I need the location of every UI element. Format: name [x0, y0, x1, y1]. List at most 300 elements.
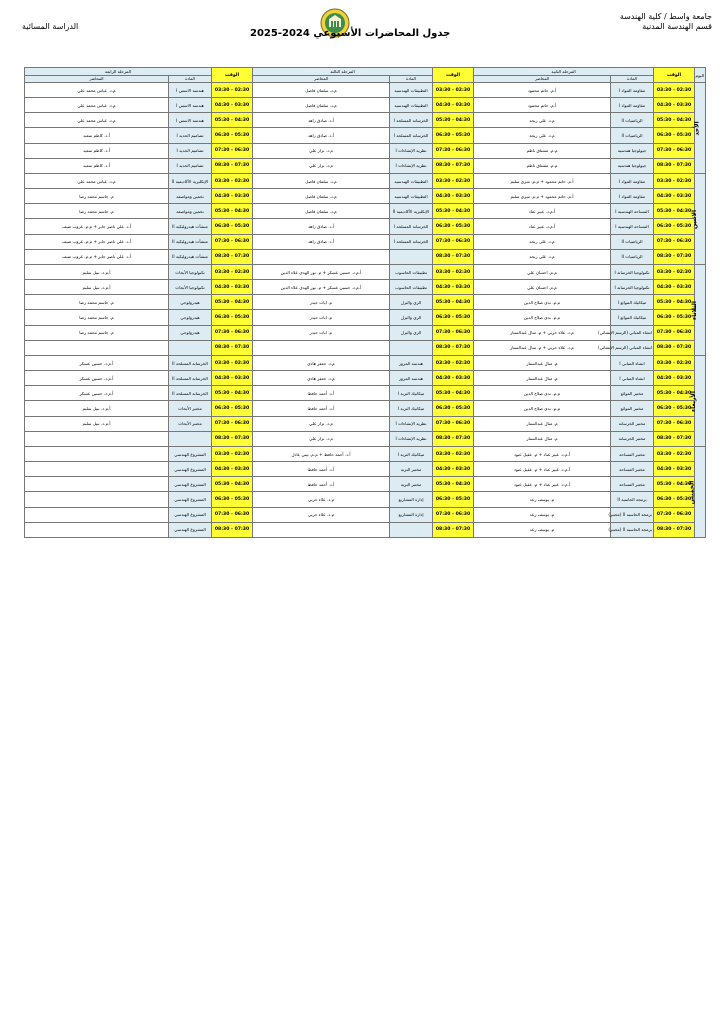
time-cell: 06:30 - 07:30: [654, 143, 695, 158]
lecturer-cell: م.د. سلمان فاضل: [253, 98, 390, 113]
subject-cell: الرياضيات II: [611, 249, 654, 264]
table-row: [25, 356, 706, 371]
time-cell: 03:30 - 04:30: [654, 462, 695, 477]
header-institution: [620, 12, 712, 32]
time-cell: 07:30 - 08:30: [654, 249, 695, 264]
lecturer-cell: أ.م.د. حسين عسكر + م. نور الهدى علاء الدين: [253, 265, 390, 280]
time-cell: 03:30 - 04:30: [212, 371, 253, 386]
subject-cell: الخرسانة المسلحة I: [390, 234, 433, 249]
subject-cell: الرياضيات II: [611, 113, 654, 128]
col-lecturer-header: المحاضر: [25, 75, 169, 83]
subject-cell: إدارة المشاريع: [390, 492, 433, 507]
subject-cell: المساحة الهندسية I: [611, 219, 654, 234]
subject-cell: ميكانيك التربة I: [390, 401, 433, 416]
time-cell: 06:30 - 07:30: [212, 507, 253, 522]
table-row: [25, 522, 706, 537]
header-row-stages: [25, 68, 706, 76]
table-row: [25, 310, 706, 325]
time-cell: 05:30 - 06:30: [212, 219, 253, 234]
time-cell: 07:30 - 08:30: [433, 431, 474, 446]
lecturer-cell: م.د. جعفر هادي: [253, 356, 390, 371]
schedule-table: [24, 67, 706, 538]
lecturer-cell: أ.د. أحمد حافظ + م.م. بيتي عادل: [253, 447, 390, 462]
time-cell: 02:30 - 03:30: [654, 447, 695, 462]
subject-cell: ميكانيك الموائع I: [611, 295, 654, 310]
subject-cell: منشآت هيدروليكية II: [169, 249, 212, 264]
lecturer-cell: أ.د. كاظم سعيد: [25, 158, 169, 173]
lecturer-cell: م. جاسم محمد رضا: [25, 325, 169, 340]
time-cell: 06:30 - 07:30: [212, 416, 253, 431]
subject-cell: مختبر التربة: [390, 477, 433, 492]
lecturer-cell: [25, 522, 169, 537]
lecturer-cell: م.د. علاء حربي + م. منال عبدالستار: [474, 325, 611, 340]
time-cell: 07:30 - 08:30: [433, 340, 474, 355]
department-name: قسم الهندسة المدنية: [642, 22, 712, 31]
table-row: [25, 431, 706, 446]
lecturer-cell: أ.م.د. عبير عناد + م. عقيل عبود: [474, 477, 611, 492]
time-cell: 03:30 - 04:30: [654, 189, 695, 204]
lecturer-cell: أ.د. علي ناصر جابر + م.م. غروب ضيف: [25, 249, 169, 264]
lecturer-cell: أ.د. أحمد حافظ: [253, 386, 390, 401]
time-cell: 04:30 - 05:30: [433, 204, 474, 219]
lecturer-cell: م.د. سلمان فاضل: [253, 204, 390, 219]
subject-cell: تطبيقات الحاسوب: [390, 265, 433, 280]
time-cell: 07:30 - 08:30: [654, 431, 695, 446]
time-cell: 02:30 - 03:30: [212, 83, 253, 98]
lecturer-cell: أ.م.د. حسين عسكر: [25, 356, 169, 371]
lecturer-cell: م.د. عباس محمد علي: [25, 113, 169, 128]
title-text: جدول المحاضرات الأسبوعي: [313, 28, 451, 39]
lecturer-cell: [25, 492, 169, 507]
subject-cell: الخرسانة المسلحة I: [390, 219, 433, 234]
academic-year: 2024-2025: [250, 28, 310, 39]
subject-cell: مختبر المساحة: [611, 462, 654, 477]
stage-header: المرحلة الثالثة: [253, 68, 433, 76]
time-cell: 07:30 - 08:30: [212, 340, 253, 355]
time-cell: 05:30 - 06:30: [433, 492, 474, 507]
subject-cell: برمجة الحاسبة II: [611, 492, 654, 507]
subject-cell: المشروع الهندسي: [169, 462, 212, 477]
table-row: [25, 295, 706, 310]
time-cell: 03:30 - 04:30: [433, 371, 474, 386]
table-row: [25, 128, 706, 143]
lecturer-cell: م. جاسم محمد رضا: [25, 204, 169, 219]
subject-cell: برمجة الحاسبة II (مختبر): [611, 522, 654, 537]
lecturer-cell: م.د. علي ريحة: [474, 128, 611, 143]
lecturer-cell: أ.م.د. عبير عناد: [474, 219, 611, 234]
table-row: [25, 174, 706, 189]
time-cell: 03:30 - 04:30: [212, 189, 253, 204]
table-row: [25, 447, 706, 462]
lecturer-cell: م.د. سلمان فاضل: [253, 174, 390, 189]
col-subject-header: المادة: [169, 75, 212, 83]
subject-cell: هيدرولوجي: [169, 325, 212, 340]
lecturer-cell: م.م. ندى صلاح الدين: [474, 401, 611, 416]
lecturer-cell: م.م. احسان علي: [474, 280, 611, 295]
time-cell: 03:30 - 04:30: [654, 98, 695, 113]
time-cell: 05:30 - 06:30: [433, 310, 474, 325]
header-row-columns: [25, 75, 706, 83]
time-cell: 04:30 - 05:30: [433, 113, 474, 128]
stage-header: المرحلة الثانية: [474, 68, 654, 76]
subject-cell: إدارة المشاريع: [390, 507, 433, 522]
lecturer-cell: أ.د. أحمد حافظ: [253, 401, 390, 416]
lecturer-cell: [25, 431, 169, 446]
time-cell: 03:30 - 04:30: [433, 189, 474, 204]
table-row: [25, 416, 706, 431]
time-cell: 06:30 - 07:30: [433, 143, 474, 158]
time-cell: 06:30 - 07:30: [212, 234, 253, 249]
subject-cell: هيدرولوجي: [169, 310, 212, 325]
subject-cell: هندسة الاسس I: [169, 83, 212, 98]
time-cell: 04:30 - 05:30: [433, 295, 474, 310]
subject-cell: الخرسانة المسلحة I: [390, 113, 433, 128]
time-cell: 07:30 - 08:30: [212, 158, 253, 173]
lecturer-cell: أ.م.د. نبيل سليم: [25, 416, 169, 431]
table-row: [25, 219, 706, 234]
time-cell: 02:30 - 03:30: [433, 447, 474, 462]
day-cell: [690, 174, 706, 265]
time-cell: 04:30 - 05:30: [212, 113, 253, 128]
subject-cell: مختبر الموائع: [611, 386, 654, 401]
lecturer-cell: م.د. سلمان فاضل: [253, 189, 390, 204]
subject-cell: التطبيقات الهندسية: [390, 83, 433, 98]
lecturer-cell: م.د. عباس محمد علي: [25, 98, 169, 113]
time-cell: 07:30 - 08:30: [433, 522, 474, 537]
lecturer-cell: م. جاسم محمد رضا: [25, 295, 169, 310]
time-cell: 06:30 - 07:30: [433, 234, 474, 249]
lecturer-cell: أ.م.د. حسين عسكر: [25, 371, 169, 386]
time-cell: 04:30 - 05:30: [654, 113, 695, 128]
time-cell: 05:30 - 06:30: [654, 128, 695, 143]
subject-cell: المشروع الهندسي: [169, 447, 212, 462]
time-cell: 05:30 - 06:30: [654, 401, 695, 416]
lecturer-cell: م.د. علي ريحة: [474, 249, 611, 264]
time-cell: 02:30 - 03:30: [654, 356, 695, 371]
subject-cell: هندسة المرور: [390, 356, 433, 371]
subject-cell: مقاومة المواد I: [611, 174, 654, 189]
subject-cell: مختبر التربة: [390, 462, 433, 477]
lecturer-cell: م.م. مشتاق ناظم: [474, 143, 611, 158]
subject-cell: انشاء المباني I: [611, 371, 654, 386]
subject-cell: نظرية الإنشاءات I: [390, 416, 433, 431]
subject-cell: تكنولوجيا الخرسانة I: [611, 280, 654, 295]
subject-cell: هندسة الاسس I: [169, 113, 212, 128]
subject-cell: التطبيقات الهندسية: [390, 174, 433, 189]
time-cell: 05:30 - 06:30: [433, 219, 474, 234]
time-cell: 07:30 - 08:30: [212, 522, 253, 537]
table-row: [25, 234, 706, 249]
subject-cell: الخرسانة المسلحة II: [169, 356, 212, 371]
time-cell: 06:30 - 07:30: [654, 325, 695, 340]
subject-cell: ميكانيك التربة I: [390, 447, 433, 462]
col-subject-header: المادة: [390, 75, 433, 83]
time-cell: 05:30 - 06:30: [212, 128, 253, 143]
subject-cell: [169, 431, 212, 446]
subject-cell: مختبر الأبحاث: [169, 401, 212, 416]
lecturer-cell: م.م. ندى صلاح الدين: [474, 386, 611, 401]
time-cell: 02:30 - 03:30: [212, 265, 253, 280]
time-cell: 04:30 - 05:30: [212, 386, 253, 401]
time-cell: 07:30 - 08:30: [433, 249, 474, 264]
subject-cell: مقاومة المواد I: [611, 98, 654, 113]
col-day-header: اليوم: [695, 68, 706, 83]
day-name: الأحد: [693, 120, 701, 136]
subject-cell: الخرسانة المسلحة II: [169, 386, 212, 401]
subject-cell: انشاء المباني I: [611, 356, 654, 371]
subject-cell: تصاميم الحديد I: [169, 143, 212, 158]
table-row: [25, 98, 706, 113]
time-cell: 06:30 - 07:30: [433, 325, 474, 340]
time-cell: 02:30 - 03:30: [433, 83, 474, 98]
lecturer-cell: أ.د. كاظم سعيد: [25, 143, 169, 158]
time-cell: 06:30 - 07:30: [433, 507, 474, 522]
subject-cell: الإنكليزية الأكاديمية II: [169, 174, 212, 189]
time-cell: 03:30 - 04:30: [433, 462, 474, 477]
table-row: [25, 371, 706, 386]
lecturer-cell: أ.د. علي ناصر جابر + م.م. غروب ضيف: [25, 234, 169, 249]
subject-cell: [390, 249, 433, 264]
subject-cell: [390, 522, 433, 537]
day-cell: [688, 447, 706, 538]
subject-cell: [390, 340, 433, 355]
time-cell: 07:30 - 08:30: [433, 158, 474, 173]
time-cell: 04:30 - 05:30: [212, 477, 253, 492]
subject-cell: الرياضيات II: [611, 234, 654, 249]
lecturer-cell: م. يوسف رعد: [474, 492, 611, 507]
lecturer-cell: أ.م.د. نبيل سليم: [25, 401, 169, 416]
subject-cell: منشآت هيدروليكية II: [169, 234, 212, 249]
lecturer-cell: أ.د. أحمد حافظ: [253, 462, 390, 477]
time-cell: 02:30 - 03:30: [654, 265, 695, 280]
lecturer-cell: أ.م.د. عبير عناد: [474, 204, 611, 219]
subject-cell: التطبيقات الهندسية: [390, 189, 433, 204]
time-cell: 04:30 - 05:30: [212, 204, 253, 219]
day-cell: [695, 83, 706, 174]
subject-cell: تصاميم الحديد I: [169, 158, 212, 173]
subject-cell: الخرسانة المسلحة I: [390, 128, 433, 143]
lecturer-cell: م. ايات حيدر: [253, 325, 390, 340]
subject-cell: هندسة الاسس I: [169, 98, 212, 113]
time-cell: 05:30 - 06:30: [212, 310, 253, 325]
lecturer-cell: م.م. ندى صلاح الدين: [474, 295, 611, 310]
day-cell: [690, 356, 706, 447]
table-row: [25, 113, 706, 128]
time-cell: 05:30 - 06:30: [654, 219, 695, 234]
lecturer-cell: م.د. نزار علي: [253, 158, 390, 173]
subject-cell: المشروع الهندسي: [169, 477, 212, 492]
lecturer-cell: م.د. عباس محمد علي: [25, 174, 169, 189]
subject-cell: ميكانيك الموائع I: [611, 310, 654, 325]
lecturer-cell: أ.م. حاتم محمود + م.م. سري سليم: [474, 174, 611, 189]
lecturer-cell: م.د. علي ريحة: [474, 113, 611, 128]
lecturer-cell: أ.م.د. نبيل سليم: [25, 265, 169, 280]
col-time-header: الوقت: [212, 68, 253, 83]
table-row: [25, 265, 706, 280]
subject-cell: ميكانيك التربة I: [390, 386, 433, 401]
lecturer-cell: م. ايات حيدر: [253, 310, 390, 325]
subject-cell: مختبر الخرسانة: [611, 431, 654, 446]
col-time-header: الوقت: [654, 68, 695, 83]
lecturer-cell: م.د. جعفر هادي: [253, 371, 390, 386]
col-subject-header: المادة: [611, 75, 654, 83]
time-cell: 07:30 - 08:30: [654, 158, 695, 173]
subject-cell: الرياضيات II: [611, 128, 654, 143]
lecturer-cell: م. منال عبدالستار: [474, 356, 611, 371]
lecturer-cell: أ.م.د. حسين عسكر: [25, 386, 169, 401]
time-cell: 03:30 - 04:30: [433, 98, 474, 113]
lecturer-cell: [25, 340, 169, 355]
table-row: [25, 143, 706, 158]
subject-cell: هندسة المرور: [390, 371, 433, 386]
subject-cell: تخمين ومواصفة: [169, 189, 212, 204]
lecturer-cell: م.د. سلمان فاضل: [253, 83, 390, 98]
lecturer-cell: أ.د. كاظم سعيد: [25, 128, 169, 143]
time-cell: 02:30 - 03:30: [433, 356, 474, 371]
day-name: الثلاثاء: [691, 300, 699, 320]
lecturer-cell: م.د. علي ريحة: [474, 234, 611, 249]
lecturer-cell: م.م. مشتاق ناظم: [474, 158, 611, 173]
time-cell: 02:30 - 03:30: [212, 174, 253, 189]
time-cell: 03:30 - 04:30: [212, 280, 253, 295]
lecturer-cell: [25, 507, 169, 522]
time-cell: 02:30 - 03:30: [654, 83, 695, 98]
subject-cell: الري والبزل: [390, 295, 433, 310]
subject-cell: الري والبزل: [390, 310, 433, 325]
subject-cell: الإنكليزية الأكاديمية II: [390, 204, 433, 219]
lecturer-cell: أ.م.د. عبير عناد + م. عقيل عبود: [474, 462, 611, 477]
lecturer-cell: م.م. احسان علي: [474, 265, 611, 280]
table-row: [25, 492, 706, 507]
lecturer-cell: م. منال عبدالستار: [474, 416, 611, 431]
table-row: [25, 280, 706, 295]
table-row: [25, 477, 706, 492]
subject-cell: نظرية الإنشاءات I: [390, 143, 433, 158]
time-cell: 05:30 - 06:30: [654, 310, 695, 325]
subject-cell: مختبر المساحة: [611, 477, 654, 492]
subject-cell: انشاء المباني (الرسم الإنشائي): [611, 340, 654, 355]
time-cell: 07:30 - 08:30: [212, 431, 253, 446]
subject-cell: مقاومة المواد I: [611, 189, 654, 204]
time-cell: 05:30 - 06:30: [654, 492, 695, 507]
lecturer-cell: [25, 462, 169, 477]
subject-cell: المشروع الهندسي: [169, 507, 212, 522]
lecturer-cell: م.د. نزار علي: [253, 416, 390, 431]
day-name: الأربعاء: [690, 390, 698, 412]
subject-cell: هيدرولوجي: [169, 295, 212, 310]
lecturer-cell: م.د. نزار علي: [253, 143, 390, 158]
time-cell: 06:30 - 07:30: [433, 416, 474, 431]
lecturer-cell: م. منال عبدالستار: [474, 371, 611, 386]
subject-cell: نظرية الإنشاءات I: [390, 158, 433, 173]
day-name: الخميس: [688, 480, 696, 504]
time-cell: 05:30 - 06:30: [433, 401, 474, 416]
table-row: [25, 158, 706, 173]
subject-cell: الري والبزل: [390, 325, 433, 340]
lecturer-cell: أ.م. حاتم محمود: [474, 98, 611, 113]
lecturer-cell: أ.م.د. حسين عسكر + م. نور الهدى علاء الدين: [253, 280, 390, 295]
time-cell: 05:30 - 06:30: [212, 401, 253, 416]
time-cell: 06:30 - 07:30: [654, 234, 695, 249]
lecturer-cell: م. جاسم محمد رضا: [25, 310, 169, 325]
lecturer-cell: أ.د. صادق زاهد: [253, 234, 390, 249]
lecturer-cell: أ.م.د. نبيل سليم: [25, 280, 169, 295]
lecturer-cell: م.د. علاء حربي + م. منال عبدالستار: [474, 340, 611, 355]
subject-cell: انشاء المباني (الرسم الإنشائي): [611, 325, 654, 340]
time-cell: 03:30 - 04:30: [654, 371, 695, 386]
time-cell: 03:30 - 04:30: [654, 280, 695, 295]
table-row: [25, 189, 706, 204]
lecturer-cell: أ.م. حاتم محمود + م.م. سري سليم: [474, 189, 611, 204]
lecturer-cell: [25, 447, 169, 462]
lecturer-cell: [253, 522, 390, 537]
table-row: [25, 325, 706, 340]
lecturer-cell: م. منال عبدالستار: [474, 431, 611, 446]
subject-cell: تخمين ومواصفة: [169, 204, 212, 219]
university-name: جامعة واسط / كلية الهندسة: [619, 12, 712, 21]
table-row: [25, 507, 706, 522]
subject-cell: نظرية الإنشاءات I: [390, 431, 433, 446]
subject-cell: تكنولوجيا الخرسانة I: [611, 265, 654, 280]
subject-cell: برمجة الحاسبة II (مختبر): [611, 507, 654, 522]
subject-cell: الخرسانة المسلحة II: [169, 371, 212, 386]
lecturer-cell: م. يوسف رعد: [474, 522, 611, 537]
time-cell: 06:30 - 07:30: [212, 325, 253, 340]
subject-cell: التطبيقات الهندسية: [390, 98, 433, 113]
time-cell: 02:30 - 03:30: [212, 447, 253, 462]
subject-cell: المساحة الهندسية I: [611, 204, 654, 219]
time-cell: 04:30 - 05:30: [654, 295, 695, 310]
table-row: [25, 83, 706, 98]
time-cell: 07:30 - 08:30: [654, 340, 695, 355]
study-type: الدراسة المسائية: [22, 22, 79, 31]
lecturer-cell: م.د. علاء حربي: [253, 507, 390, 522]
lecturer-cell: م. ايات حيدر: [253, 295, 390, 310]
lecturer-cell: [25, 477, 169, 492]
time-cell: 04:30 - 05:30: [212, 295, 253, 310]
subject-cell: المشروع الهندسي: [169, 522, 212, 537]
subject-cell: تطبيقات الحاسوب: [390, 280, 433, 295]
stage-header: المرحلة الرابعة: [25, 68, 212, 76]
time-cell: 04:30 - 05:30: [654, 204, 695, 219]
table-row: [25, 462, 706, 477]
lecturer-cell: أ.د. صادق زاهد: [253, 219, 390, 234]
time-cell: 05:30 - 06:30: [433, 128, 474, 143]
subject-cell: تكنولوجيا الأبحاث: [169, 265, 212, 280]
page-title: [250, 28, 460, 39]
subject-cell: جيولوجيا هندسية: [611, 158, 654, 173]
time-cell: 04:30 - 05:30: [654, 477, 695, 492]
time-cell: 02:30 - 03:30: [654, 174, 695, 189]
lecturer-cell: أ.د. علي ناصر جابر + م.م. غروب ضيف: [25, 219, 169, 234]
time-cell: 06:30 - 07:30: [654, 507, 695, 522]
table-row: [25, 340, 706, 355]
subject-cell: [169, 340, 212, 355]
subject-cell: مختبر المساحة: [611, 447, 654, 462]
time-cell: 02:30 - 03:30: [433, 174, 474, 189]
lecturer-cell: م. جاسم محمد رضا: [25, 189, 169, 204]
subject-cell: منشآت هيدروليكية II: [169, 219, 212, 234]
time-cell: 02:30 - 03:30: [433, 265, 474, 280]
subject-cell: تكنولوجيا الأبحاث: [169, 280, 212, 295]
subject-cell: مقاومة المواد I: [611, 83, 654, 98]
day-cell: [691, 265, 706, 356]
subject-cell: مختبر الأبحاث: [169, 416, 212, 431]
col-lecturer-header: المحاضر: [474, 75, 611, 83]
time-cell: 05:30 - 06:30: [212, 492, 253, 507]
subject-cell: تصاميم الحديد I: [169, 128, 212, 143]
table-row: [25, 386, 706, 401]
